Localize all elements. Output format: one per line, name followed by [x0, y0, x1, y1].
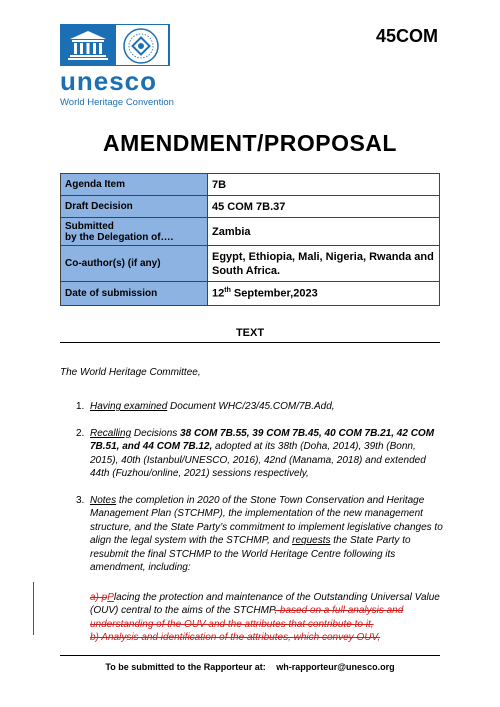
paragraph-text: the completion in 2020 of the Stone Town Conservation and Heritage Management Plan (STCHMP), the implementation of the new management structure, and the State Party’s commitment to implement legislative changes to align the legal system with the STCHMP, and — [90, 494, 443, 546]
footer-label: To be submitted to the Rapporteur at: — [105, 662, 266, 672]
inserted-text: P — [107, 591, 114, 603]
submission-info-table — [60, 173, 440, 306]
requests-keyword: requests — [292, 535, 331, 546]
agenda-item-label: Agenda Item — [61, 174, 208, 196]
footer-submission-note — [0, 662, 500, 672]
deleted-text: b) Analysis and identification of the attributes, which convey OUV, — [90, 632, 381, 643]
paragraph-1 — [76, 400, 444, 414]
draft-decision-label: Draft Decision — [61, 196, 208, 218]
unesco-wordmark: unesco — [60, 66, 158, 96]
paragraph-number: 3. — [76, 494, 85, 506]
paragraph-text: the State Party to resubmit the final STCHMP to the World Heritage Centre following its amendment, including: — [90, 535, 411, 573]
paragraph-number: 1. — [76, 401, 85, 412]
paragraph-number: 2. — [76, 427, 85, 439]
table-row — [61, 246, 440, 282]
paragraph-lead: Having examined — [90, 401, 168, 412]
amendment-body: lacing the protection and maintenance of the Outstanding Universal Value (OUV) central to the aims of the STCHMP — [90, 591, 440, 616]
section-divider — [60, 342, 440, 343]
submission-date-value — [208, 282, 440, 306]
committee-intro: The World Heritage Committee, — [60, 367, 201, 378]
paragraph-text: Decisions — [131, 427, 181, 439]
amendment-text — [76, 591, 444, 645]
table-row — [61, 196, 440, 218]
unesco-temple-icon — [62, 25, 114, 65]
world-heritage-emblem-icon — [122, 27, 160, 65]
table-row — [61, 282, 440, 306]
world-heritage-convention-label: World Heritage Convention — [60, 97, 174, 108]
submitted-by-value: Zambia — [208, 218, 440, 246]
agenda-item-value: 7B — [208, 174, 440, 196]
submission-date-label: Date of submission — [61, 282, 208, 306]
decision-paragraphs — [76, 400, 444, 645]
footer-divider — [60, 655, 440, 656]
co-authors-value: Egypt, Ethiopia, Mali, Nigeria, Rwanda and South Africa. — [208, 246, 440, 282]
table-row — [61, 174, 440, 196]
paragraph-lead: Recalling — [90, 427, 132, 439]
submission-date-rest: September,2023 — [230, 287, 318, 300]
deleted-text: a) p — [90, 591, 108, 603]
submission-date-suffix: th — [224, 287, 231, 295]
decision-references: 38 COM 7B.55, 39 COM 7B.45, 40 COM 7B.21, 42 COM 7B.51, and 44 COM 7B.12, — [90, 427, 435, 452]
submission-date-day: 12 — [212, 287, 225, 300]
deleted-text: , based on a full analysis and understanding of the OUV and the attributes that contribute to it, — [90, 605, 404, 630]
session-code: 45COM — [375, 26, 438, 46]
draft-decision-value: 45 COM 7B.37 — [208, 196, 440, 218]
paragraph-text: Document WHC/23/45.COM/7B.Add, — [167, 401, 335, 412]
change-bar — [33, 582, 34, 635]
table-row — [61, 218, 440, 246]
document-title: AMENDMENT/PROPOSAL — [103, 130, 397, 156]
paragraph-lead: Notes — [90, 494, 117, 506]
paragraph-text: adopted at its 38th (Doha, 2014), 39th (Bonn, 2015), 40th (Istanbul/UNESCO, 2016), 42nd (Manama, 2018) and extended 44th (Fuzhou/online, 2021) sessions respectively, — [90, 441, 426, 479]
rapporteur-email[interactable]: wh-rapporteur@unesco.org — [276, 662, 395, 672]
paragraph-2 — [76, 427, 444, 481]
submitted-by-label: Submitted by the Delegation of…. — [61, 218, 208, 246]
co-authors-label: Co-author(s) (if any) — [61, 246, 208, 282]
text-section-heading: TEXT — [235, 327, 265, 339]
paragraph-3 — [76, 494, 444, 575]
